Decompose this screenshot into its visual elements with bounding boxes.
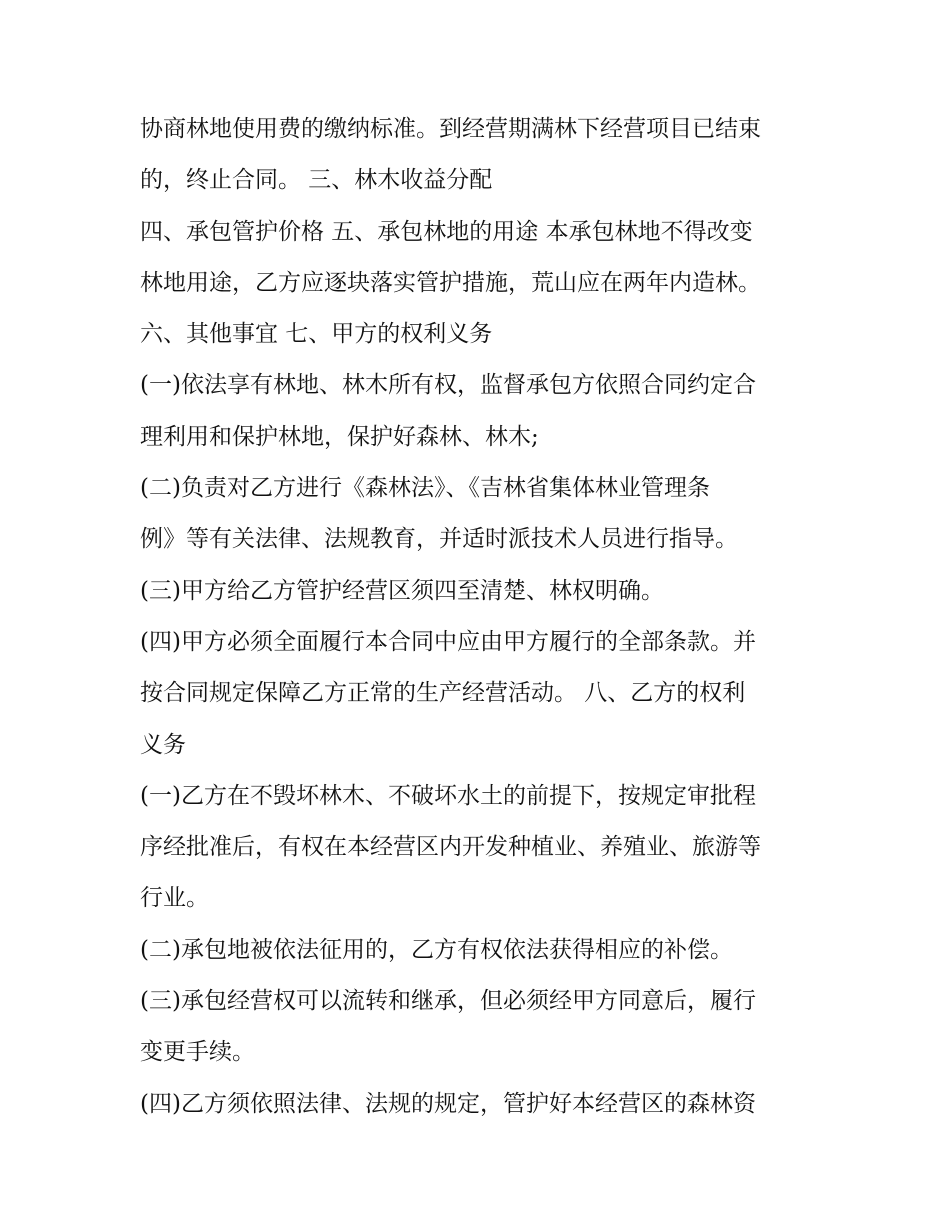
text-line: (三)甲方给乙方管护经营区须四至清楚、林权明确。 (140, 577, 664, 604)
text-line: 变更手续。 (140, 1039, 255, 1066)
text-line: (二)负责对乙方进行《森林法》、《吉林省集体林业管理条 (140, 475, 710, 502)
text-line: (四)甲方必须全面履行本合同中应由甲方履行的全部条款。并 (140, 628, 756, 655)
text-line: (一)乙方在不毁坏林木、不破坏水土的前提下，按规定审批程 (140, 782, 756, 809)
text-line: (三)承包经营权可以流转和继承，但必须经甲方同意后，履行 (140, 988, 756, 1015)
text-line: 协商林地使用费的缴纳标准。到经营期满林下经营项目已结束 (140, 116, 761, 142)
text-line: 行业。 (140, 885, 209, 912)
text-line: (二)承包地被依法征用的，乙方有权依法获得相应的补偿。 (140, 936, 733, 963)
text-line: 六、其他事宜 七、甲方的权利义务 (140, 321, 493, 348)
text-line: 按合同规定保障乙方正常的生产经营活动。 八、乙方的权利 (140, 680, 746, 707)
text-line: (四)乙方须依照法律、法规的规定，管护好本经营区的森林资 (140, 1090, 756, 1117)
text-line: 例》等有关法律、法规教育，并适时派技术人员进行指导。 (140, 526, 738, 553)
text-line: 理利用和保护林地，保护好森林、林木; (140, 423, 539, 450)
contract-body-text (140, 104, 830, 1130)
text-line: 的，终止合同。 三、林木收益分配 (140, 167, 493, 194)
text-line: (一)依法享有林地、林木所有权，监督承包方依照合同约定合 (140, 372, 756, 399)
text-line: 林地用途，乙方应逐块落实管护措施，荒山应在两年内造林。 (140, 269, 761, 296)
text-line: 义务 (140, 731, 186, 758)
text-line: 序经批准后，有权在本经营区内开发种植业、养殖业、旅游等 (140, 834, 761, 861)
text-line: 四、承包管护价格 五、承包林地的用途 本承包林地不得改变 (140, 218, 753, 245)
